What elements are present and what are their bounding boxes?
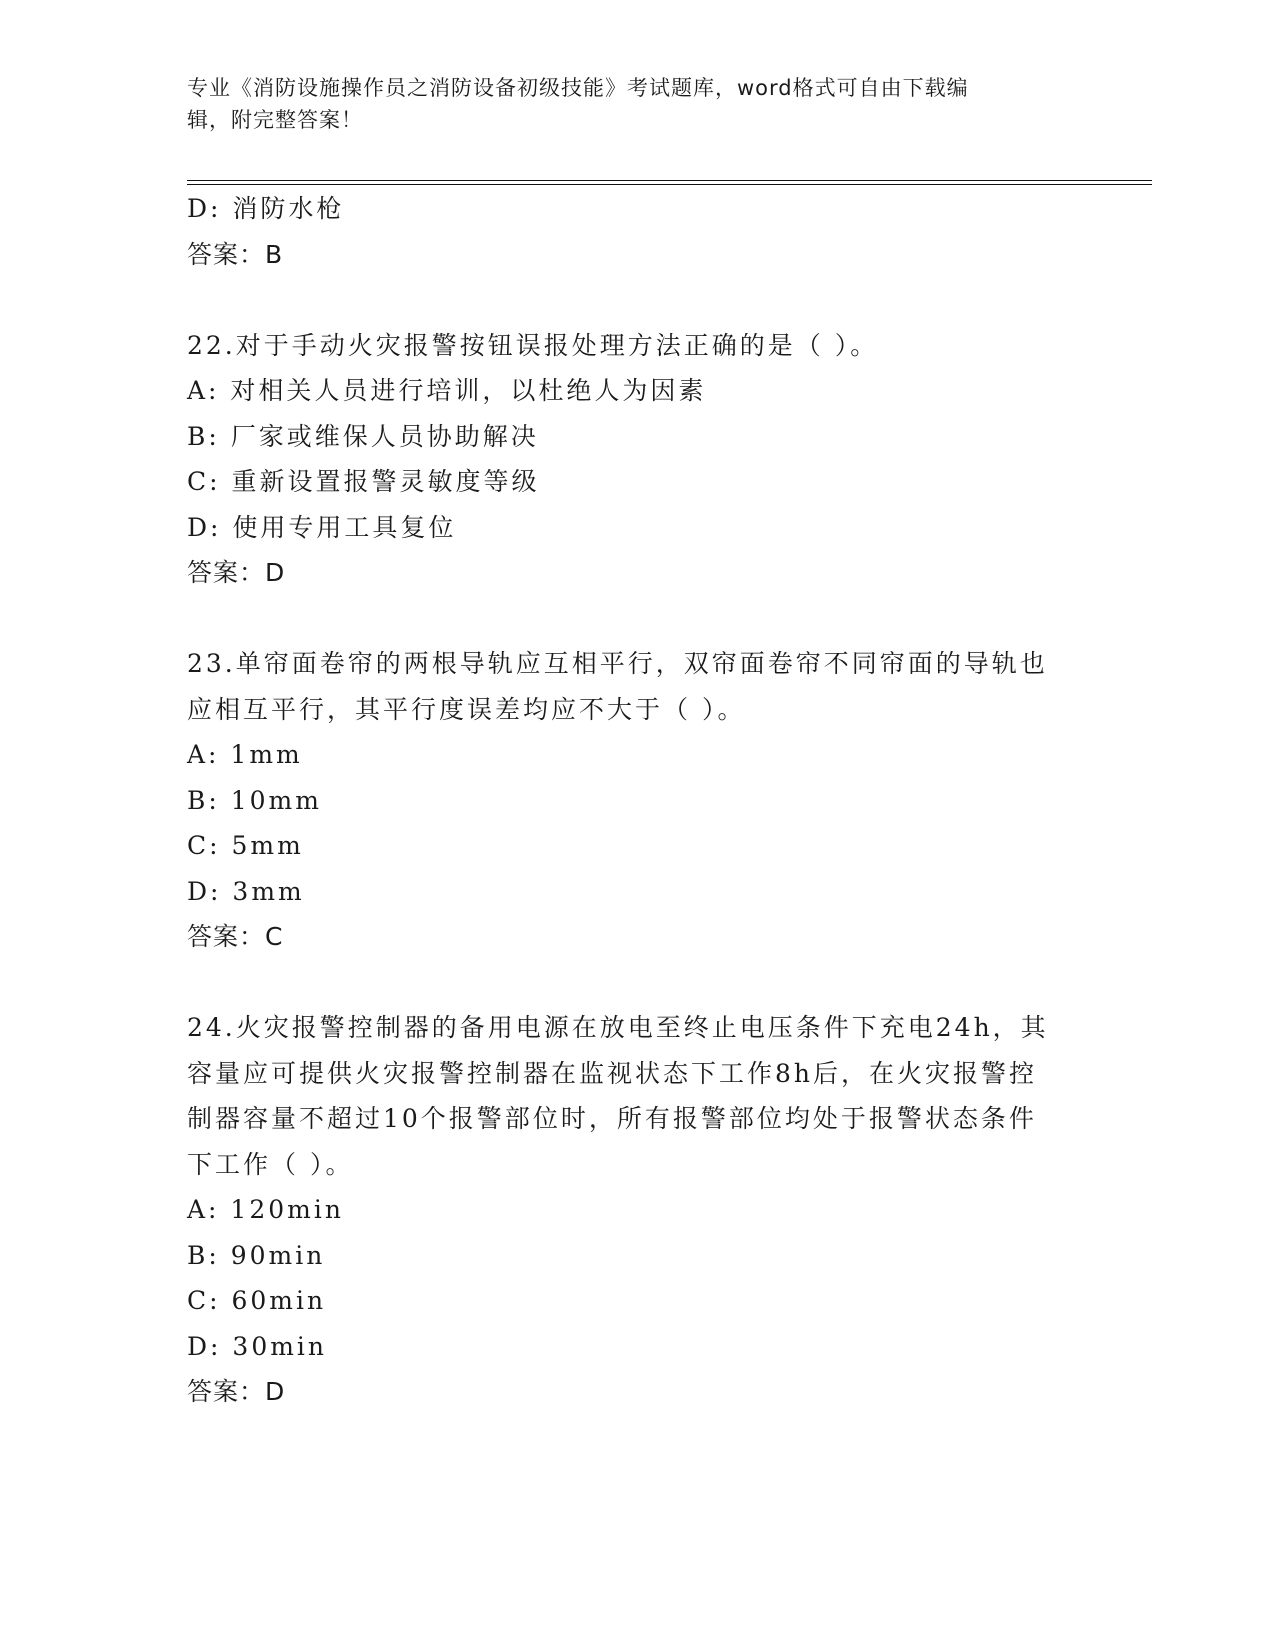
spacer [187,596,1087,642]
option-b: B: 10mm [187,785,322,815]
header-line-1: 专业《消防设施操作员之消防设备初级技能》考试题库，word格式可自由下载编 [187,76,969,100]
answer: 答案：C [187,922,284,951]
option-c: C: 60min [187,1286,327,1315]
question-stem-line: 制器容量不超过10个报警部位时，所有报警部位均处于报警状态条件 [187,1104,1037,1133]
answer: 答案：D [187,558,286,587]
header-line-2: 辑，附完整答案！ [187,108,363,132]
option-d: D: 30min [187,1331,328,1361]
answer: 答案：D [187,1377,286,1406]
question-stem-line: 应相互平行，其平行度误差均应不大于（ ）。 [187,694,746,724]
header-divider-top [187,180,1152,181]
document-header [187,72,1067,136]
option-d: D: 3mm [187,876,305,906]
question-stem-line: 22.对于手动火灾报警按钮误报处理方法正确的是（ ）。 [187,330,879,360]
question-22 [187,323,1087,596]
option-c: C: 重新设置报警灵敏度等级 [187,467,540,496]
question-stem-line: 23.单帘面卷帘的两根导轨应互相平行，双帘面卷帘不同帘面的导轨也 [187,649,1048,678]
option-a: A: 1mm [187,740,303,769]
question-stem-line: 下工作（ ）。 [187,1149,354,1179]
question-23 [187,641,1087,960]
spacer [187,277,1087,323]
header-divider-bottom [187,184,1152,185]
prev-answer: 答案：B [187,239,284,269]
question-stem-line: 容量应可提供火灾报警控制器在监视状态下工作8h后，在火灾报警控 [187,1058,1038,1088]
option-b: B: 厂家或维保人员协助解决 [187,421,539,451]
option-a: A: 对相关人员进行培训，以杜绝人为因素 [187,376,707,405]
option-a: A: 120min [187,1195,344,1224]
prev-option-d: D: 消防水枪 [187,194,345,223]
question-stem-line: 24.火灾报警控制器的备用电源在放电至终止电压条件下充电24h，其 [187,1013,1049,1042]
option-b: B: 90min [187,1240,326,1270]
question-list [187,186,1087,1415]
spacer [187,960,1087,1006]
question-24 [187,1005,1087,1415]
option-c: C: 5mm [187,831,304,860]
option-d: D: 使用专用工具复位 [187,512,457,542]
